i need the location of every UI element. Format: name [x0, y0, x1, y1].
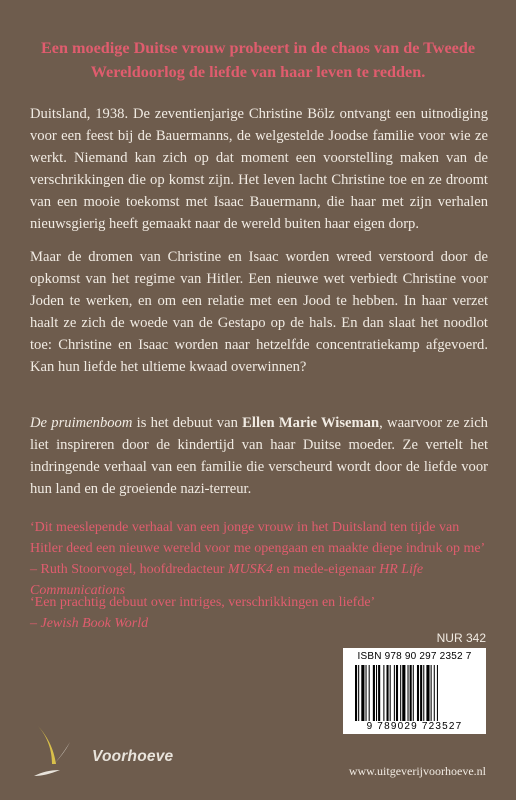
tagline: Een moedige Duitse vrouw probeert in de chaos van de Tweede Wereldoorlog de liefde van haar leven te redden.	[40, 39, 476, 81]
blurb-paragraph-2: Maar de dromen van Christine en Isaac worden wreed verstoord door de opkomst van het regime van Hitler. Een nieuwe wet verbiedt Christine voor Joden te werken, en om een relatie met een Jood te hebben. In haar verzet haalt ze zich de woede van de Gestapo op de hals. En dan slaat het noodlot toe: Christine en Isaac worden naar hetzelfde concentratiekamp afgevoerd. Kan hun liefde het ultieme kwaad overwinnen?	[30, 249, 488, 375]
barcode-bar	[417, 665, 419, 721]
barcode-bar	[420, 665, 422, 721]
quote1-company: HR Life Communications	[30, 562, 424, 598]
barcode-bar	[410, 665, 412, 721]
barcode-bar	[355, 665, 357, 721]
publisher-logo	[30, 720, 180, 780]
barcode-bar	[423, 665, 424, 721]
barcode-bar	[437, 665, 438, 721]
barcode-bar	[396, 665, 398, 721]
barcode-bar	[413, 665, 414, 721]
blurb-paragraph-3	[30, 412, 488, 500]
barcode-bar	[358, 665, 359, 721]
barcode-bar	[366, 665, 367, 721]
book-title: De pruimenboom	[30, 415, 133, 431]
author-name: Ellen Marie Wiseman	[242, 415, 380, 431]
barcode-bar	[361, 665, 364, 721]
quill-icon	[30, 720, 74, 780]
barcode-bar	[434, 665, 435, 721]
barcode-bar	[383, 665, 384, 721]
barcode-bar	[426, 665, 429, 721]
barcode-bar	[376, 665, 377, 721]
quote1-magazine: MUSK4	[227, 562, 274, 577]
barcode-bar	[390, 665, 391, 721]
barcode	[343, 648, 486, 734]
barcode-bar	[387, 665, 389, 721]
review-quote-1	[30, 517, 488, 601]
publisher-name: Voorhoeve	[92, 748, 174, 765]
barcode-bar	[402, 665, 405, 721]
publisher-url: www.uitgeverijvoorhoeve.nl	[348, 764, 486, 778]
barcode-bar	[400, 665, 401, 721]
paragraph3-part1: is het debuut van	[132, 415, 243, 431]
quote1-text: ‘Dit meeslepende verhaal van een jonge vrouw in het Duitsland ten tijde van Hitler deed een nieuwe wereld voor me opengaan en maakte diepe indruk op me’ – Ruth Stoorvogel, hoofdredacteur	[30, 520, 485, 577]
barcode-bar	[408, 665, 409, 721]
barcode-bar	[373, 665, 375, 721]
quote1-mid: en mede-eigenaar	[273, 562, 380, 577]
barcode-bar	[431, 665, 432, 721]
barcode-bars	[355, 665, 479, 721]
paragraph3-part2: , waarvoor ze zich liet inspireren door de kindertijd van haar Duitse moeder. Ze vertelt het indringende verhaal van een familie die verscheurd wordt door de liefde voor hun land en de groeiende nazi-terreur.	[30, 415, 488, 497]
quote2-text: ‘Een prachtig debuut over intriges, verschrikkingen en liefde’	[30, 595, 376, 610]
barcode-bar	[394, 665, 395, 721]
barcode-number: 9 789029 723527	[366, 721, 463, 732]
barcode-bar	[369, 665, 370, 721]
nur-code: NUR 342	[436, 631, 486, 645]
review-quote-2	[30, 592, 488, 634]
quote2-source: – Jewish Book World	[30, 616, 149, 631]
isbn-label: ISBN 978 90 297 2352 7	[357, 651, 472, 662]
barcode-bar	[378, 665, 380, 721]
blurb-paragraph-1: Duitsland, 1938. De zeventienjarige Christine Bölz ontvangt een uitnodiging voor een feest bij de Bauermanns, de welgestelde Joodse familie voor wie ze werkt. Niemand kan zich op dat moment een voorstelling maken van de verschrikkingen die op komst zijn. Het leven lacht Christine toe en ze droomt van een mooie toekomst met Isaac Bauermann, die haar met zijn verhalen nieuwsgierig heeft gemaakt naar de wereld buiten haar eigen dorp.	[30, 106, 488, 232]
